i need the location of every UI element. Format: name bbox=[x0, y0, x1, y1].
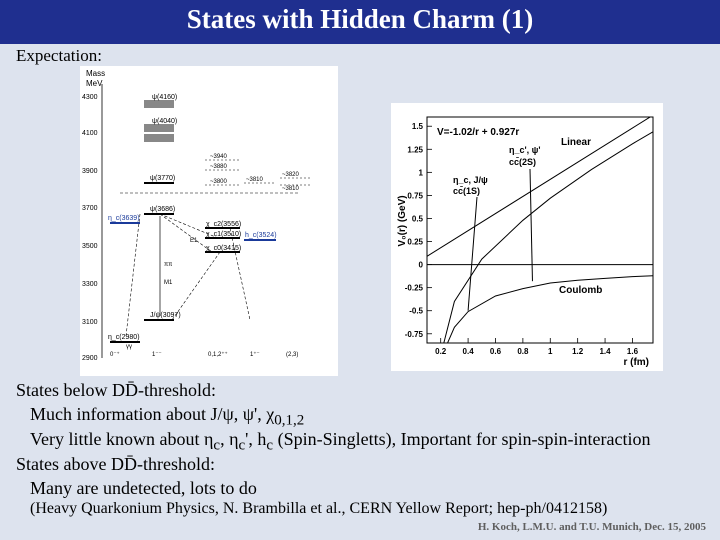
mass-tick: 3500 bbox=[82, 243, 98, 250]
y-tick-label: 0.75 bbox=[407, 191, 423, 201]
mass-tick: 2900 bbox=[82, 355, 98, 362]
state-label: J/ψ(3097) bbox=[150, 312, 181, 319]
annotation-1s: cc̄(1S) bbox=[453, 186, 481, 196]
text-much-info-main: Much information about J/ψ, ψ', χ bbox=[30, 404, 275, 424]
predicted-mass: ~3810 bbox=[282, 186, 299, 192]
reference: (Heavy Quarkonium Physics, N. Brambilla et al., CERN Yellow Report; hep-ph/0412158) bbox=[30, 500, 608, 517]
text-below-threshold: States below DD̄-threshold: bbox=[16, 380, 216, 400]
transition-label: ππ bbox=[164, 262, 173, 268]
chi-subscript: 0,1,2 bbox=[274, 412, 305, 429]
state-label: ψ(4040) bbox=[152, 118, 178, 125]
y-tick-label: 1.25 bbox=[407, 145, 423, 155]
y-tick-label: 0.5 bbox=[411, 214, 423, 224]
subtitle: Expectation: bbox=[16, 46, 102, 65]
y-tick-label: -0.25 bbox=[404, 283, 423, 293]
state-label: χ_c1(3510) bbox=[206, 231, 242, 238]
text-part: (Spin-Singletts), Important for spin-spin-interaction bbox=[273, 429, 651, 449]
text-much-info bbox=[30, 404, 304, 430]
slide-title: States with Hidden Charm (1) bbox=[186, 4, 534, 34]
quantum-number: 1⁻⁻ bbox=[152, 352, 162, 358]
annotation-2s-states: η_c', ψ' bbox=[509, 145, 541, 155]
coulomb-curve bbox=[433, 276, 654, 371]
x-tick-label: 1.2 bbox=[572, 347, 584, 356]
state-label: χ_c0(3415) bbox=[206, 245, 242, 252]
state-label: η_c(3639) bbox=[108, 215, 140, 222]
state-label: ψ(3686) bbox=[150, 206, 176, 213]
transition-label: M1 bbox=[164, 280, 173, 286]
quantum-number: 0,1,2⁺⁺ bbox=[208, 352, 228, 358]
quantum-number: 1⁺⁻ bbox=[250, 352, 260, 358]
predicted-mass: ~3820 bbox=[282, 172, 299, 178]
mass-axis-title: Mass bbox=[86, 69, 106, 78]
y-tick-label: -0.5 bbox=[409, 306, 423, 316]
y-tick-label: 1 bbox=[418, 168, 423, 178]
state-label: ψ(3770) bbox=[150, 175, 176, 182]
y-axis-label: V₀(r) (GeV) bbox=[397, 195, 408, 247]
x-tick-label: 1 bbox=[548, 347, 553, 356]
annotation-1s-states: η_c, J/ψ bbox=[453, 175, 488, 185]
coulomb-label: Coulomb bbox=[559, 285, 603, 296]
state-label: χ_c2(3556) bbox=[206, 221, 242, 228]
footer: H. Koch, L.M.U. and T.U. Munich, Dec. 15, 2005 bbox=[477, 521, 706, 533]
marker-1s-line bbox=[468, 197, 477, 311]
potential-chart bbox=[391, 103, 663, 371]
text-undetected: Many are undetected, lots to do bbox=[30, 478, 257, 498]
predicted-mass: ~3880 bbox=[210, 164, 227, 170]
combined-curve bbox=[433, 132, 654, 371]
mass-tick: 3700 bbox=[82, 205, 98, 212]
annotation-2s: cc̄(2S) bbox=[509, 157, 537, 167]
text-part: ', h bbox=[245, 429, 267, 449]
predicted-mass: ~3940 bbox=[210, 154, 227, 160]
y-tick-label: 0 bbox=[418, 260, 423, 270]
x-tick-label: 0.4 bbox=[462, 347, 474, 356]
subscript: c bbox=[266, 437, 274, 454]
quantum-number: 0⁻⁺ bbox=[110, 352, 120, 358]
text-part: , η bbox=[220, 429, 239, 449]
subscript: c bbox=[213, 437, 221, 454]
x-tick-label: 1.6 bbox=[626, 347, 639, 356]
state-label: η_c(2980) bbox=[108, 334, 140, 341]
mass-tick: 3900 bbox=[82, 168, 98, 175]
text-part: Very little known about η bbox=[30, 429, 214, 449]
mass-tick: 3100 bbox=[82, 319, 98, 326]
text-little-known bbox=[30, 429, 651, 455]
state-label: ψ(4160) bbox=[152, 94, 178, 101]
subscript: c bbox=[238, 437, 246, 454]
predicted-mass: ~3800 bbox=[210, 179, 227, 185]
x-axis-label: r (fm) bbox=[623, 357, 649, 368]
predicted-mass: ~3810 bbox=[246, 177, 263, 183]
mass-axis-unit: MeV bbox=[86, 79, 103, 88]
x-tick-label: 0.2 bbox=[435, 347, 447, 356]
transition-label: E1 bbox=[190, 238, 198, 244]
state-label: h_c(3524) bbox=[245, 232, 277, 239]
x-tick-label: 0.6 bbox=[489, 347, 502, 356]
quantum-number: (2,3) bbox=[286, 352, 299, 358]
text-above-threshold: States above DD̄-threshold: bbox=[16, 454, 215, 474]
level-diagram bbox=[80, 66, 338, 376]
x-tick-label: 1.4 bbox=[599, 347, 611, 356]
mass-tick: 3300 bbox=[82, 281, 98, 288]
y-tick-label: 0.25 bbox=[407, 237, 423, 247]
x-tick-label: 0.8 bbox=[517, 347, 529, 356]
mass-tick: 4300 bbox=[82, 94, 98, 101]
y-tick-label: 1.5 bbox=[411, 122, 423, 132]
chart-title: V=-1.02/r + 0.927r bbox=[437, 127, 520, 138]
linear-label: Linear bbox=[561, 137, 592, 148]
mass-tick: 4100 bbox=[82, 130, 98, 137]
transition-label: γγ bbox=[126, 344, 132, 350]
y-tick-label: -0.75 bbox=[404, 329, 423, 339]
